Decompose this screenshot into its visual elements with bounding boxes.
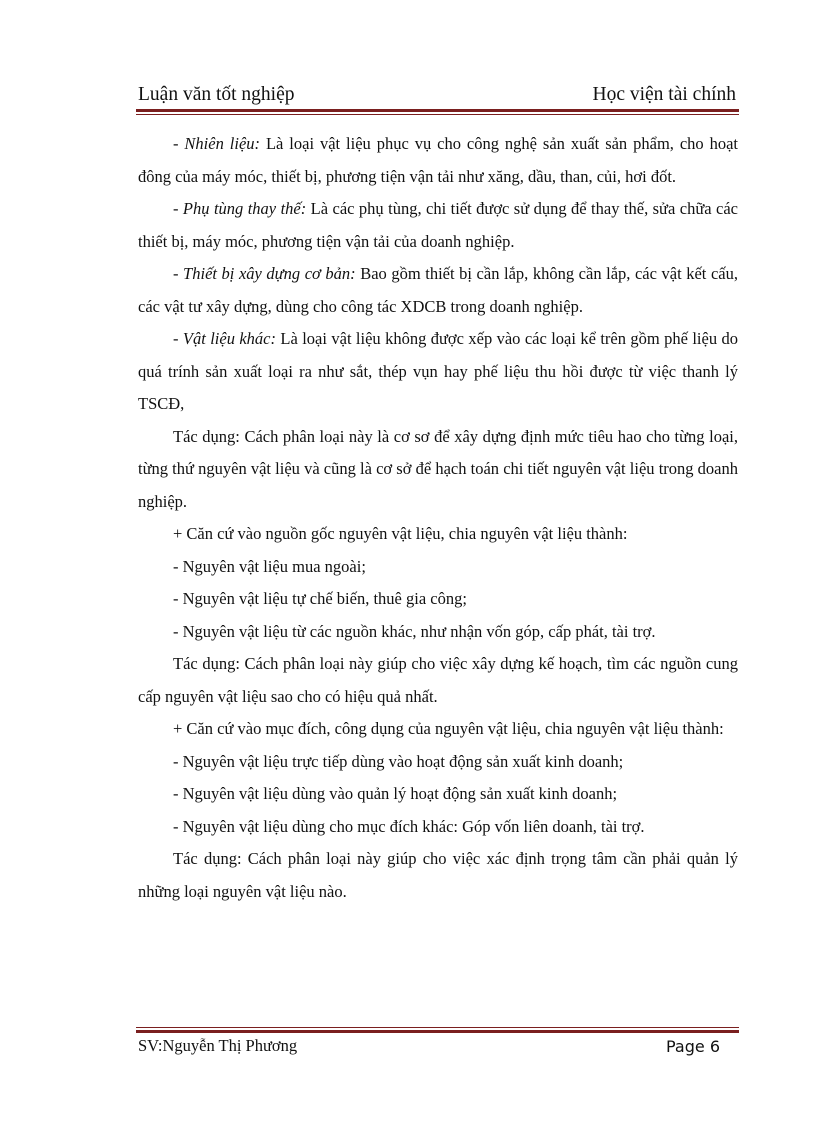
paragraph-text: - Nguyên vật liệu trực tiếp dùng vào hoạt động sản xuất kinh doanh;: [173, 751, 624, 771]
footer-rule: [136, 1027, 739, 1033]
paragraph: [138, 518, 738, 551]
list-item: [138, 551, 738, 584]
header-left-title: Luận văn tốt nghiệp: [138, 84, 295, 105]
list-item: [138, 583, 738, 616]
paragraph: [138, 258, 738, 323]
paragraph-text: Là các phụ tùng, chi tiết được sử dụng để thay thế, sửa chữa các thiết bị, máy móc, phương tiện vận tải của doanh nghiệp.: [138, 199, 739, 251]
header-right-title: Học viện tài chính: [592, 84, 736, 105]
page-header: [138, 78, 736, 106]
header-rule: [136, 109, 739, 115]
list-item: [138, 778, 738, 811]
paragraph: [138, 323, 738, 421]
paragraph-term: - Phụ tùng thay thế:: [173, 199, 307, 218]
page-number: Page 6: [666, 1036, 720, 1056]
document-body: [138, 128, 738, 908]
paragraph-term: - Nhiên liệu:: [173, 134, 261, 153]
list-item: [138, 811, 738, 844]
paragraph-text: - Nguyên vật liệu mua ngoài;: [173, 556, 366, 576]
paragraph: [138, 648, 738, 713]
paragraph: [138, 193, 738, 258]
list-item: [138, 616, 738, 649]
paragraph: [138, 713, 738, 746]
paragraph: [138, 421, 738, 519]
paragraph-text: + Căn cứ vào nguồn gốc nguyên vật liệu, chia nguyên vật liệu thành:: [173, 524, 628, 543]
paragraph-text: Tác dụng: Cách phân loại này giúp cho việc xác định trọng tâm cần phải quản lý những loại nguyên vật liệu nào.: [138, 849, 738, 901]
paragraph-text: Bao gồm thiết bị cần lắp, không cần lắp, các vật kết cấu, các vật tư xây dựng, dùng cho công tác XDCB trong doanh nghiệp.: [138, 264, 738, 316]
paragraph: [138, 843, 738, 908]
paragraph-term: - Thiết bị xây dựng cơ bản:: [173, 264, 356, 283]
paragraph: [138, 128, 738, 193]
paragraph-text: Là loại vật liệu không được xếp vào các loại kể trên gồm phế liệu do quá trính sản xuất loại ra như sắt, thép vụn hay phế liệu thu hồi được từ việc thanh lý TSCĐ,: [138, 329, 738, 413]
paragraph-text: Là loại vật liệu phục vụ cho công nghệ sản xuất sản phẩm, cho hoạt đông của máy móc, thiết bị, phương tiện vận tải như xăng, dầu, than, củi, hơi đốt.: [138, 134, 738, 186]
paragraph-text: - Nguyên vật liệu từ các nguồn khác, như nhận vốn góp, cấp phát, tài trợ.: [173, 621, 656, 641]
list-item: [138, 746, 738, 779]
page-footer: [138, 1036, 720, 1056]
paragraph-text: Tác dụng: Cách phân loại này giúp cho việc xây dựng kế hoạch, tìm các nguồn cung cấp nguyên vật liệu sao cho có hiệu quả nhất.: [138, 654, 738, 706]
paragraph-term: - Vật liệu khác:: [173, 329, 277, 348]
paragraph-text: Tác dụng: Cách phân loại này là cơ sơ để xây dựng định mức tiêu hao cho từng loại, từng thứ nguyên vật liệu và cũng là cơ sở để hạch toán chi tiết nguyên vật liệu trong doanh nghiệp.: [138, 426, 738, 511]
paragraph-text: + Căn cứ vào mục đích, công dụng của nguyên vật liệu, chia nguyên vật liệu thành:: [173, 719, 724, 738]
footer-author: SV:Nguyễn Thị Phương: [138, 1036, 298, 1055]
paragraph-text: - Nguyên vật liệu tự chế biến, thuê gia công;: [173, 589, 467, 608]
paragraph-text: - Nguyên vật liệu dùng vào quản lý hoạt động sản xuất kinh doanh;: [173, 784, 618, 803]
paragraph-text: - Nguyên vật liệu dùng cho mục đích khác: Góp vốn liên doanh, tài trợ.: [173, 816, 645, 836]
